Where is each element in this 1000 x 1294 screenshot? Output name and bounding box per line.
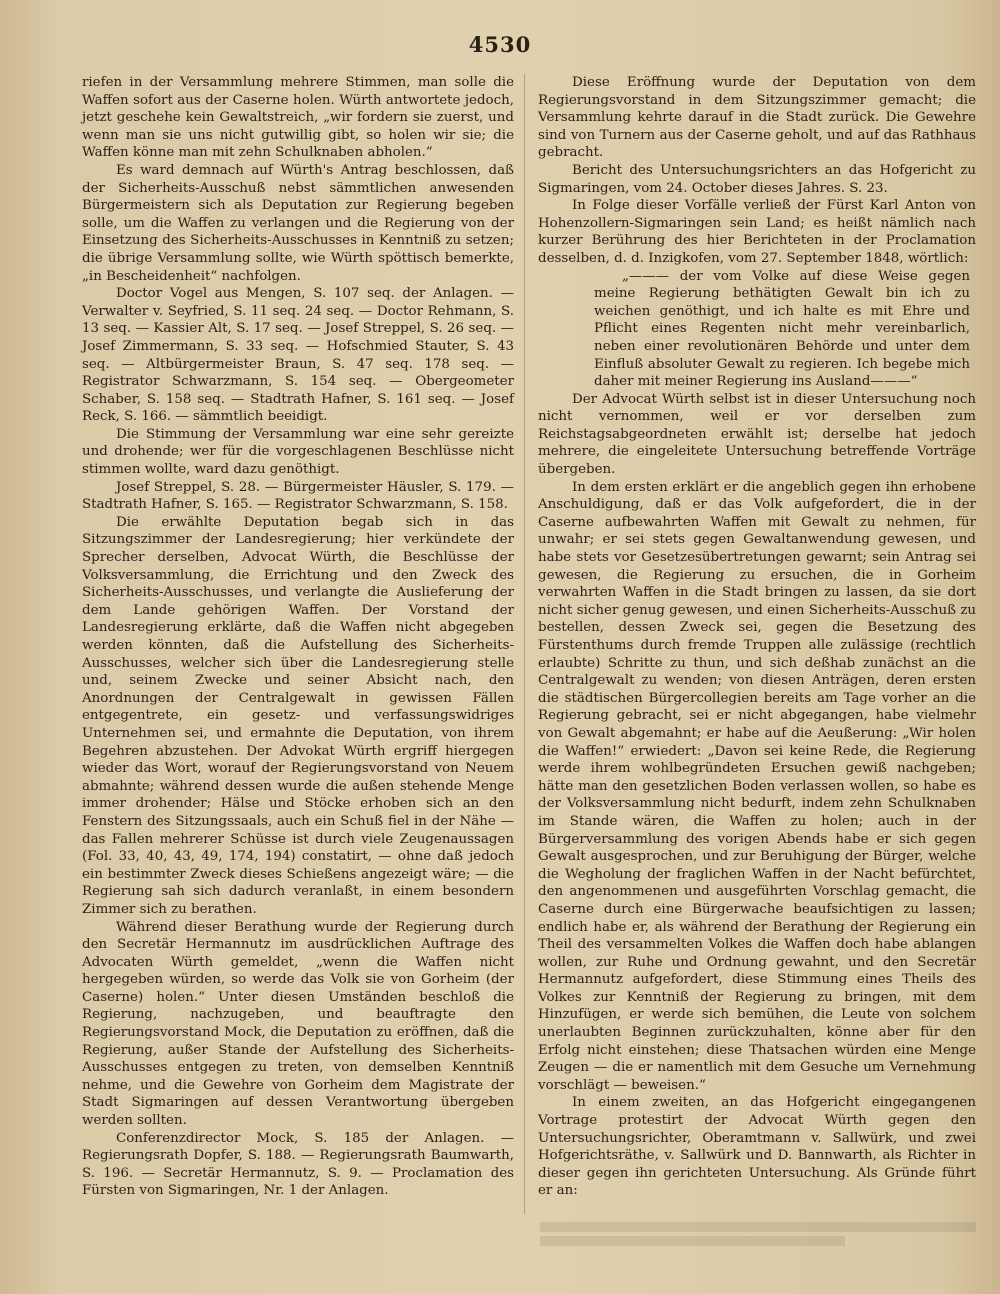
- citation-paragraph: Conferenzdirector Mock, S. 185 der Anlagen. — Regierungsrath Dopfer, S. 188. — Regierungsrath Baumwarth, S. 196. — Secretär Hermannutz, S. 9. — Proclamation des Fürsten von Sigmaringen, Nr. 1 der Anlagen.: [82, 1130, 514, 1199]
- citation-paragraph: Josef Streppel, S. 28. — Bürgermeister Häusler, S. 179. — Stadtrath Hafner, S. 165. — Registrator Schwarzmann, S. 158.: [82, 479, 514, 513]
- paragraph: In dem ersten erklärt er die angeblich gegen ihn erhobene Anschuldigung, daß er das Volk aufgefordert, die in der Caserne aufbewahrten Waffen mit Gewalt zu nehmen, für unwahr; er sei stets gegen Gewaltanwendung gewesen, und habe stets vor Gesetzesübertretungen gewarnt; sein Antrag sei gewesen, die Regierung zu ersuchen, die in Gorheim verwahrten Waffen in die Stadt bringen zu lassen, da sie dort nicht sicher genug gewesen, und einen Sicherheits-Ausschuß zu bestellen, dessen Zweck sei, gegen die Besetzung des Fürstenthums durch fremde Truppen alle zulässige (rechtlich erlaubte) Schritte zu thun, und sich deßhab zunächst an die Centralgewalt zu wenden; von diesen Anträgen, deren ersten die städtischen Bürgercollegien bereits am Tage vorher an die Regierung gebracht, sei er nicht abgegangen, habe vielmehr von Gewalt abgemahnt; er habe auf die Aeußerung: „Wir holen die Waffen!“ erwiedert: „Davon sei keine Rede, die Regierung werde ihrem wohlbegründeten Ersuchen gewiß nachgeben; hätte man den gesetzlichen Boden verlassen wollen, so habe es der Volksversammlung nicht bedurft, indem zehn Schulknaben im Stande wären, die Waffen zu holen; auch in der Bürgerversammlung des vorigen Abends habe er sich gegen Gewalt ausgesprochen, und zur Beruhigung der Bürger, welche die Wegholung der fraglichen Waffen in der Nacht befürchtet, den angenommenen und ausgeführten Vorschlag gemacht, die Caserne durch eine Bürgerwache beaufsichtigen zu lassen; endlich habe er, als während der Berathung der Regierung ein Theil des versammelten Volkes die Waffen doch habe ablangen wollen, zur Ruhe und Ordnung gewahnt, und den Secretär Hermannutz aufgefordert, diese Stimmung eines Theils des Volkes zur Kenntniß der Regierung zu bringen, mit dem Hinzufügen, er werde sich bemühen, die Leute von solchem unerlaubten Beginnen zurückzuhalten, könne aber für den Erfolg nicht einstehen; diese Thatsachen würden eine Menge Zeugen — die er namentlich mit dem Gesuche um Vernehmung vorschlägt — beweisen.“: [538, 479, 976, 1093]
- citation-paragraph: Doctor Vogel aus Mengen, S. 107 seq. der Anlagen. — Verwalter v. Seyfried, S. 11 seq. 24 seq. — Doctor Rehmann, S. 13 seq. — Kassier Alt, S. 17 seq. — Josef Streppel, S. 26 seq. — Josef Zimmermann, S. 33 seq. — Hofschmied Stauter, S. 43 seq. — Altbürgermeister Braun, S. 47 seq. 178 seq. — Registrator Schwarzmann, S. 154 seq. — Obergeometer Schaber, S. 158 seq. — Stadtrath Hafner, S. 161 seq. — Josef Reck, S. 166. — sämmtlich beeidigt.: [82, 286, 514, 425]
- right-column: [538, 74, 976, 1200]
- paragraph: Der Advocat Würth selbst ist in dieser Untersuchung noch nicht vernommen, weil er vor derselben zum Reichstagsabgeordneten erwählt ist; derselbe hat jedoch mehrere, die eingeleitete Untersuchung betreffende Vorträge übergeben.: [538, 391, 976, 478]
- paragraph: In einem zweiten, an das Hofgericht eingegangenen Vortrage protestirt der Advocat Würth gegen den Untersuchungsrichter, Oberamtmann v. Sallwürk, und zwei Hofgerichtsräthe, v. Sallwürk und D. Bannwarth, als Richter in dieser gegen ihn gerichteten Untersuchung. Als Gründe führt er an:: [538, 1095, 976, 1199]
- citation-paragraph: Bericht des Untersuchungsrichters an das Hofgericht zu Sigmaringen, vom 24. October dieses Jahres. S. 23.: [538, 162, 976, 196]
- page-number: 4530: [468, 32, 532, 57]
- column-divider: [524, 74, 525, 1214]
- bleed-through-shadow: [540, 1218, 976, 1258]
- quoted-proclamation: „——— der vom Volke auf diese Weise gegen meine Regierung bethätigten Gewalt bin ich zu weichen genöthigt, und ich halte es mit Ehre und Pflicht eines Regenten nicht mehr vereinbarlich, neben einer revolutionären Behörde und unter dem Einfluß absoluter Gewalt zu regieren. Ich begebe mich daher mit meiner Regierung ins Ausland———“: [594, 268, 970, 390]
- paragraph: Diese Eröffnung wurde der Deputation von dem Regierungsvorstand in dem Sitzungszimmer gemacht; die Versammlung kehrte darauf in die Stadt zurück. Die Gewehre sind von Turnern aus der Caserne geholt, und auf das Rathhaus gebracht.: [538, 75, 976, 161]
- paragraph: Die erwählte Deputation begab sich in das Sitzungszimmer der Landesregierung; hier verkündete der Sprecher derselben, Advocat Würth, die Beschlüsse der Volksversammlung, die Errichtung und den Zweck des Sicherheits-Ausschusses, und verlangte die Auslieferung der dem Lande gehörigen Waffen. Der Vorstand der Landesregierung erklärte, daß die Waffen nicht abgegeben werden könnten, daß die Aufstellung des Sicherheits-Ausschusses, welcher sich über die Landesregierung stelle und, seinem Zwecke und seiner Absicht nach, den Anordnungen der Centralgewalt in gewissen Fällen entgegentrete, ein gesetz- und verfassungswidriges Unternehmen sei, und ermahnte die Deputation, von ihrem Begehren abzustehen. Der Advokat Würth ergriff hiergegen wieder das Wort, worauf der Regierungsvorstand von Neuem abmahnte; während dessen wurde die außen stehende Menge immer drohender; Hälse und Stöcke erhoben sich an den Fenstern des Sitzungssaals, auch ein Schuß fiel in der Nähe — das Fallen mehrerer Schüsse ist durch viele Zeugenaussagen (Fol. 33, 40, 43, 49, 174, 194) constatirt, — ohne daß jedoch ein bestimmter Zweck dieses Schießens angezeigt wäre; — die Regierung sah sich dadurch veranlaßt, in einem besondern Zimmer sich zu berathen.: [82, 514, 514, 917]
- paragraph: Die Stimmung der Versammlung war eine sehr gereizte und drohende; wer für die vorgeschlagenen Beschlüsse nicht stimmen wollte, ward dazu genöthigt.: [82, 426, 514, 478]
- paragraph: riefen in der Versammlung mehrere Stimmen, man solle die Waffen sofort aus der Caserne holen. Würth antwortete jedoch, jetzt geschehe kein Gewaltstreich, „wir fordern sie zuerst, und wenn man sie uns nicht gutwillig gibt, so holen wir sie; die Waffen könne man mit zehn Schulknaben abholen.“: [82, 75, 514, 161]
- paragraph: Während dieser Berathung wurde der Regierung durch den Secretär Hermannutz im ausdrücklichen Auftrage des Advocaten Würth gemeldet, „wenn die Waffen nicht hergegeben würden, so werde das Volk sie von Gorheim (der Caserne) holen.“ Unter diesen Umständen beschloß die Regierung, nachzugeben, und beauftragte den Regierungsvorstand Mock, die Deputation zu eröffnen, daß die Regierung, außer Stande der Aufstellung des Sicherheits-Ausschusses entgegen zu treten, von demselben Kenntniß nehme, und die Gewehre von Gorheim dem Magistrate der Stadt Sigmaringen auf dessen Verantwortung übergeben werden sollten.: [82, 919, 514, 1129]
- left-column: [82, 74, 514, 1200]
- paragraph: Es ward demnach auf Würth's Antrag beschlossen, daß der Sicherheits-Ausschuß nebst sämmtlichen anwesenden Bürgermeistern sich als Deputation zur Regierung begeben solle, um die Waffen zu verlangen und die Regierung von der Einsetzung des Sicherheits-Ausschusses in Kenntniß zu setzen; die übrige Versammlung sollte, wie Würth spöttisch bemerkte, „in Bescheidenheit“ nachfolgen.: [82, 162, 514, 284]
- paragraph: In Folge dieser Vorfälle verließ der Fürst Karl Anton von Hohenzollern-Sigmaringen sein Land; es heißt nämlich nach kurzer Berührung des hier Berichteten in der Proclamation desselben, d. d. Inzigkofen, vom 27. September 1848, wörtlich:: [538, 198, 976, 266]
